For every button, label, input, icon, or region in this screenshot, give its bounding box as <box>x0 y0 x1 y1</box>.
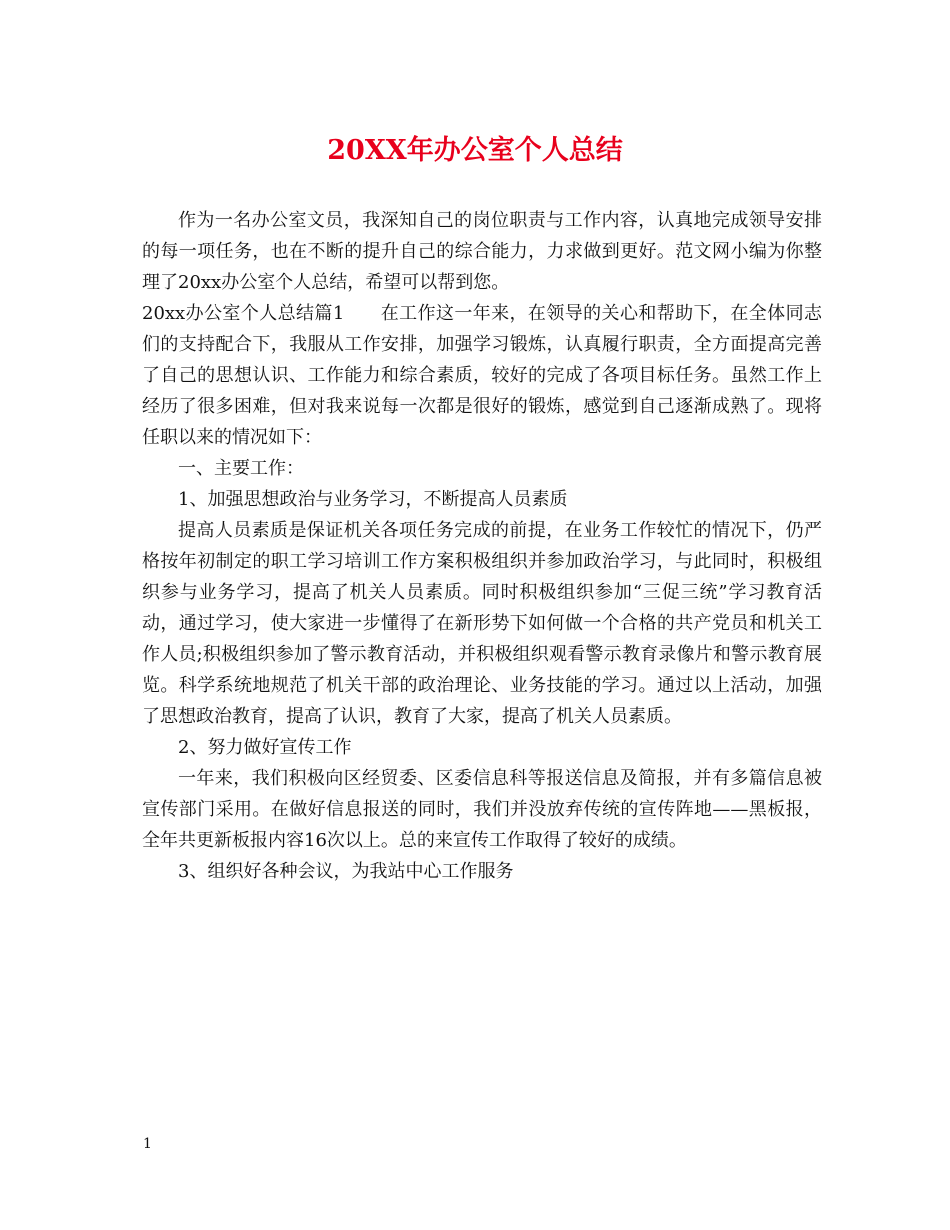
part-heading: 20xx办公室个人总结篇1 <box>142 303 345 324</box>
document-body <box>142 205 822 887</box>
page-number: 1 <box>143 1136 152 1152</box>
part-paragraph <box>142 298 822 453</box>
item-heading-1: 1、加强思想政治与业务学习，不断提高人员素质 <box>178 489 568 510</box>
intro-paragraph: 作为一名办公室文员，我深知自己的岗位职责与工作内容，认真地完成领导安排的每一项任务，也在不断的提升自己的综合能力，力求做到更好。范文网小编为你整理了20xx办公室个人总结，希望可以帮到您。 <box>142 210 822 293</box>
part-body: 在工作这一年来，在领导的关心和帮助下，在全体同志们的支持配合下，我服从工作安排，加强学习锻炼，认真履行职责，全方面提高完善了自己的思想认识、工作能力和综合素质，较好的完成了各项目标任务。虽然工作上经历了很多困难，但对我来说每一次都是很好的锻炼，感觉到自己逐渐成熟了。现将任职以来的情况如下： <box>142 303 822 448</box>
item-heading-2: 2、努力做好宣传工作 <box>178 737 352 758</box>
item-heading-3: 3、组织好各种会议，为我站中心工作服务 <box>178 861 514 882</box>
item-body-1: 提高人员素质是保证机关各项任务完成的前提，在业务工作较忙的情况下，仍严格按年初制定的职工学习培训工作方案积极组织并参加政治学习，与此同时，积极组织参与业务学习，提高了机关人员素质。同时积极组织参加“三促三统”学习教育活动，通过学习，使大家进一步懂得了在新形势下如何做一个合格的共产党员和机关工作人员;积极组织参加了警示教育活动，并积极组织观看警示教育录像片和警示教育展览。科学系统地规范了机关干部的政治理论、业务技能的学习。通过以上活动，加强了思想政治教育，提高了认识，教育了大家，提高了机关人员素质。 <box>142 520 822 727</box>
document-title: 20XX年办公室个人总结 <box>327 135 623 166</box>
section-heading-main-work: 一、主要工作： <box>178 458 304 479</box>
item-body-2: 一年来，我们积极向区经贸委、区委信息科等报送信息及简报，并有多篇信息被宣传部门采用。在做好信息报送的同时，我们并没放弃传统的宣传阵地——黑板报，全年共更新板报内容16次以上。总的来宣传工作取得了较好的成绩。 <box>142 768 822 851</box>
